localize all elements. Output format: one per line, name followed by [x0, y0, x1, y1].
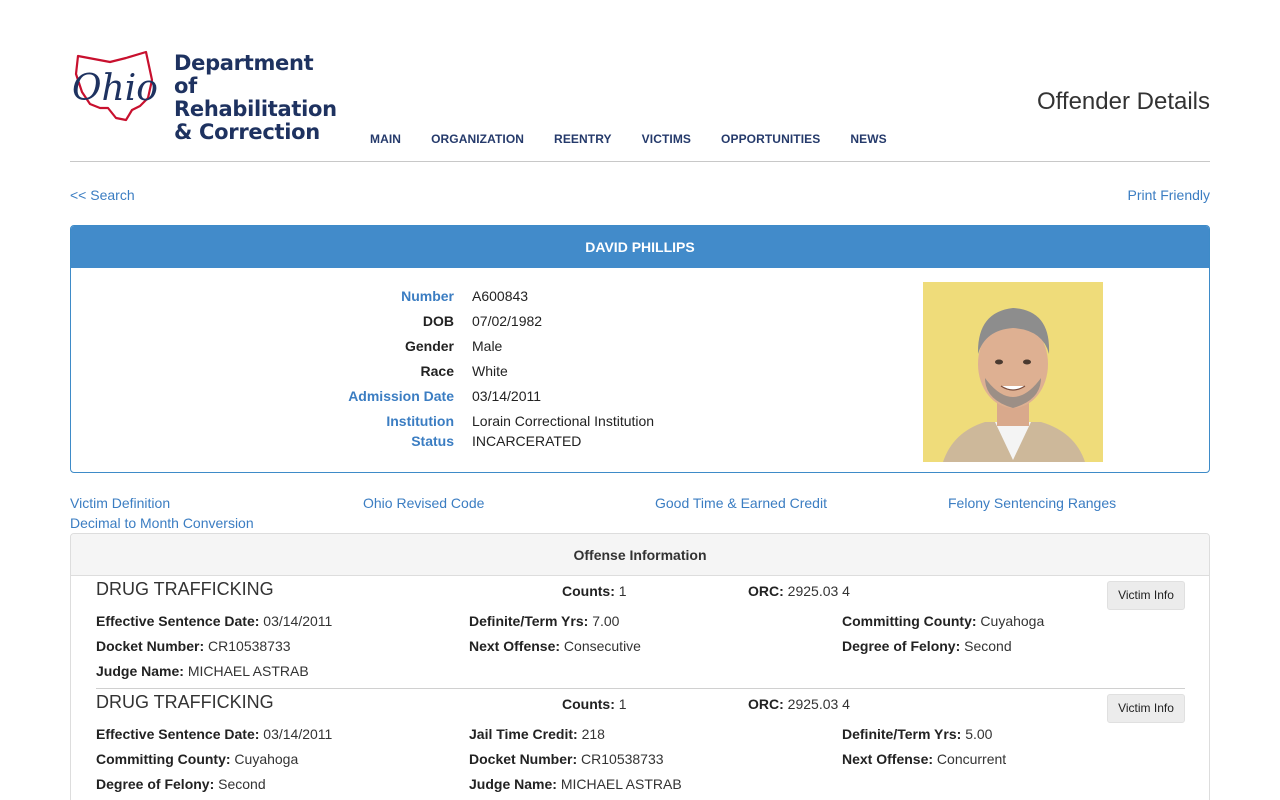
offense-orc: [748, 583, 850, 599]
logo-line-3: & Correction: [174, 120, 320, 144]
logo-wordmark: [174, 52, 337, 144]
nav-main[interactable]: MAIN: [370, 132, 402, 146]
field-value: Cuyahoga: [980, 613, 1045, 629]
victim-info-button[interactable]: Victim Info: [1107, 694, 1185, 723]
offense-title: DRUG TRAFFICKING: [96, 579, 274, 599]
offense-field: [96, 613, 332, 629]
nav-organization[interactable]: ORGANIZATION: [431, 132, 525, 146]
offense-field: [96, 751, 298, 767]
nav-victims[interactable]: VICTIMS: [641, 132, 692, 146]
field-value: 03/14/2011: [263, 726, 333, 742]
page-title: Offender Details: [1037, 88, 1210, 115]
offense-field: [469, 751, 664, 767]
offense-field: [96, 726, 332, 742]
info-value: INCARCERATED: [472, 433, 582, 449]
info-row: [71, 338, 671, 358]
counts-value: 1: [618, 696, 627, 712]
field-value: CR10538733: [581, 751, 664, 767]
info-row: [71, 288, 671, 308]
counts-value: 1: [618, 583, 627, 599]
field-label: Degree of Felony:: [842, 638, 961, 654]
field-value: CR10538733: [208, 638, 291, 654]
orc-label: ORC:: [748, 696, 784, 712]
field-value: 5.00: [965, 726, 993, 742]
field-label: Judge Name:: [96, 663, 184, 679]
victim-info-button[interactable]: Victim Info: [1107, 581, 1185, 610]
field-label: Judge Name:: [469, 776, 557, 792]
info-row: [71, 313, 671, 333]
info-value: 03/14/2011: [472, 388, 542, 404]
decimal-month-conversion-link[interactable]: Decimal to Month Conversion: [70, 515, 254, 531]
info-row: [71, 413, 671, 433]
field-label: Committing County:: [842, 613, 977, 629]
field-value: 03/14/2011: [263, 613, 333, 629]
field-label: Definite/Term Yrs:: [469, 613, 589, 629]
ohio-revised-code-link[interactable]: Ohio Revised Code: [363, 495, 485, 511]
info-value: White: [472, 363, 508, 379]
info-label: Number: [401, 288, 454, 304]
nav-opportunities[interactable]: OPPORTUNITIES: [721, 132, 821, 146]
field-value: Consecutive: [563, 638, 641, 654]
offense-counts: [562, 583, 627, 599]
field-label: Committing County:: [96, 751, 231, 767]
good-time-earned-credit-link[interactable]: Good Time & Earned Credit: [655, 495, 827, 511]
logo-script-text: Ohio: [72, 68, 158, 109]
offense-field: [842, 638, 1012, 654]
info-label: DOB: [422, 313, 454, 329]
nav-news[interactable]: NEWS: [850, 132, 887, 146]
field-value: Second: [964, 638, 1012, 654]
offense-heading: Offense Information: [71, 534, 1209, 576]
info-label: Race: [420, 363, 454, 379]
victim-definition-link[interactable]: Victim Definition: [70, 495, 171, 511]
ohio-state-icon: [70, 50, 170, 125]
offense-field: [842, 751, 1006, 767]
field-label: Effective Sentence Date:: [96, 726, 260, 742]
info-row: [71, 363, 671, 383]
offense-field: [96, 776, 266, 792]
field-label: Docket Number:: [469, 751, 578, 767]
info-label: Status: [411, 433, 454, 449]
offense-field: [96, 638, 291, 654]
offense-field: [469, 726, 605, 742]
info-value: A600843: [472, 288, 529, 304]
offense-panel: [70, 533, 1210, 800]
field-value: Concurrent: [936, 751, 1007, 767]
offense-field: [842, 613, 1044, 629]
field-label: Definite/Term Yrs:: [842, 726, 962, 742]
field-value: MICHAEL ASTRAB: [187, 663, 309, 679]
offense-orc: [748, 696, 850, 712]
field-label: Docket Number:: [96, 638, 205, 654]
info-row: [71, 388, 671, 408]
offender-name: DAVID PHILLIPS: [71, 226, 1209, 268]
counts-label: Counts:: [562, 583, 615, 599]
main-nav: [370, 132, 917, 146]
orc-label: ORC:: [748, 583, 784, 599]
orc-value: 2925.03 4: [787, 583, 850, 599]
field-value: Cuyahoga: [234, 751, 299, 767]
offense-title: DRUG TRAFFICKING: [96, 692, 274, 712]
logo-line-2: Rehabilitation: [174, 97, 337, 121]
field-label: Next Offense:: [842, 751, 934, 767]
field-value: 218: [581, 726, 605, 742]
field-value: MICHAEL ASTRAB: [560, 776, 682, 792]
odrc-logo[interactable]: [70, 50, 337, 144]
logo-line-1: Department of: [174, 51, 314, 98]
nav-reentry[interactable]: REENTRY: [554, 132, 612, 146]
site-header: [70, 40, 1210, 162]
info-value: Male: [472, 338, 503, 354]
field-label: Next Offense:: [469, 638, 561, 654]
field-label: Degree of Felony:: [96, 776, 215, 792]
print-friendly-link[interactable]: Print Friendly: [1127, 187, 1210, 203]
offense-field: [469, 613, 619, 629]
offense-item: [96, 688, 1185, 800]
field-value: 7.00: [592, 613, 620, 629]
info-label: Gender: [404, 338, 454, 354]
back-to-search-link[interactable]: << Search: [70, 187, 135, 203]
felony-sentencing-ranges-link[interactable]: Felony Sentencing Ranges: [948, 495, 1117, 511]
info-value: Lorain Correctional Institution: [472, 413, 655, 429]
offense-field: [96, 663, 309, 679]
field-label: Effective Sentence Date:: [96, 613, 260, 629]
orc-value: 2925.03 4: [787, 696, 850, 712]
offender-photo: [923, 282, 1103, 462]
offense-item: [96, 576, 1185, 688]
field-label: Jail Time Credit:: [469, 726, 578, 742]
offense-field: [469, 776, 682, 792]
offender-panel: [70, 225, 1210, 473]
counts-label: Counts:: [562, 696, 615, 712]
info-row: [71, 433, 671, 453]
offense-field: [842, 726, 992, 742]
info-value: 07/02/1982: [472, 313, 543, 329]
info-label: Institution: [386, 413, 454, 429]
offender-photo-image: [923, 282, 1103, 462]
offense-field: [469, 638, 641, 654]
field-value: Second: [218, 776, 266, 792]
info-label: Admission Date: [348, 388, 454, 404]
offense-counts: [562, 696, 627, 712]
